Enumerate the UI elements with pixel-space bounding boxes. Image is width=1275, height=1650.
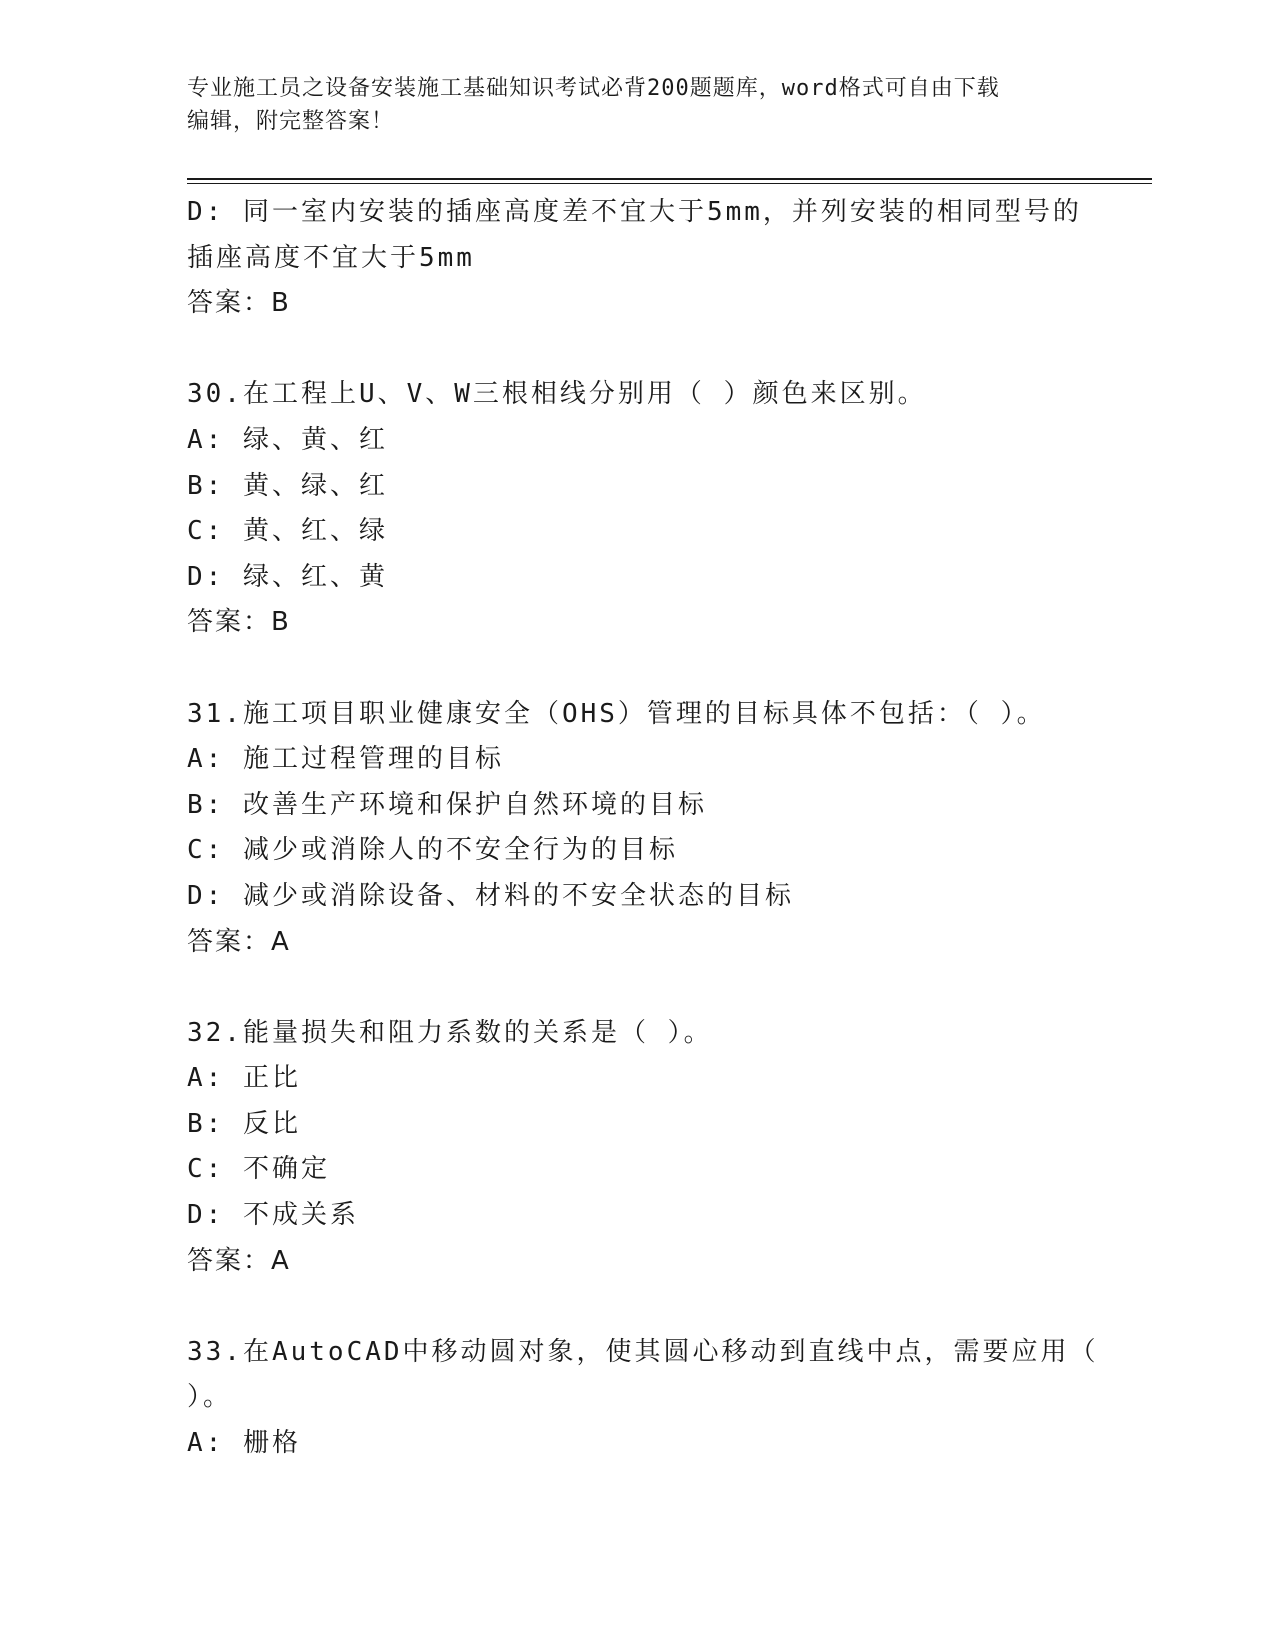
q30-option-a: A: 绿、黄、红 (187, 424, 388, 455)
spacer (187, 965, 1087, 1011)
q32-answer: 答案：A (187, 1245, 291, 1276)
header-rule-thin (187, 183, 1152, 184)
q33-stem-line-1: 33.在AutoCAD中移动圆对象，使其圆心移动到直线中点，需要应用（ (187, 1336, 1099, 1367)
q31-option-c: C: 减少或消除人的不安全行为的目标 (187, 835, 678, 866)
q32-option-b: B: 反比 (187, 1108, 301, 1139)
q30-option-d: D: 绿、红、黄 (187, 561, 388, 592)
q32-stem: 32.能量损失和阻力系数的关系是（ ）。 (187, 1017, 713, 1048)
q29-answer: 答案：B (187, 288, 291, 319)
q32-option-d: D: 不成关系 (187, 1200, 359, 1231)
spacer (187, 1284, 1087, 1330)
q31-option-a: A: 施工过程管理的目标 (187, 744, 504, 775)
q33-stem-line-2: ）。 (187, 1382, 233, 1413)
q29-option-d-line-1: D: 同一室内安装的插座高度差不宜大于5mm，并列安装的相同型号的 (187, 197, 1082, 227)
q31-option-d: D: 减少或消除设备、材料的不安全状态的目标 (187, 880, 794, 911)
q30-option-c: C: 黄、红、绿 (187, 516, 388, 547)
q30-stem: 30.在工程上U、V、W三根相线分别用（ ）颜色来区别。 (187, 379, 927, 410)
spacer (187, 646, 1087, 692)
document-header (187, 72, 1067, 138)
q32-option-c: C: 不确定 (187, 1154, 330, 1185)
header-line-1: 专业施工员之设备安装施工基础知识考试必背200题题库，word格式可自由下载 (187, 76, 1000, 101)
q31-answer: 答案：A (187, 926, 291, 957)
question-content (187, 190, 1099, 1467)
q31-option-b: B: 改善生产环境和保护自然环境的目标 (187, 789, 707, 820)
q31-stem: 31.施工项目职业健康安全（OHS）管理的目标具体不包括：（ ）。 (187, 698, 1046, 729)
q30-option-b: B: 黄、绿、红 (187, 470, 388, 501)
q32-option-a: A: 正比 (187, 1063, 301, 1094)
header-rule-thick (187, 178, 1152, 180)
spacer (187, 327, 1087, 373)
q29-option-d-line-2: 插座高度不宜大于5mm (187, 242, 475, 273)
q30-answer: 答案：B (187, 607, 291, 638)
header-line-2: 编辑，附完整答案！ (187, 109, 395, 134)
q33-option-a: A: 栅格 (187, 1428, 301, 1459)
